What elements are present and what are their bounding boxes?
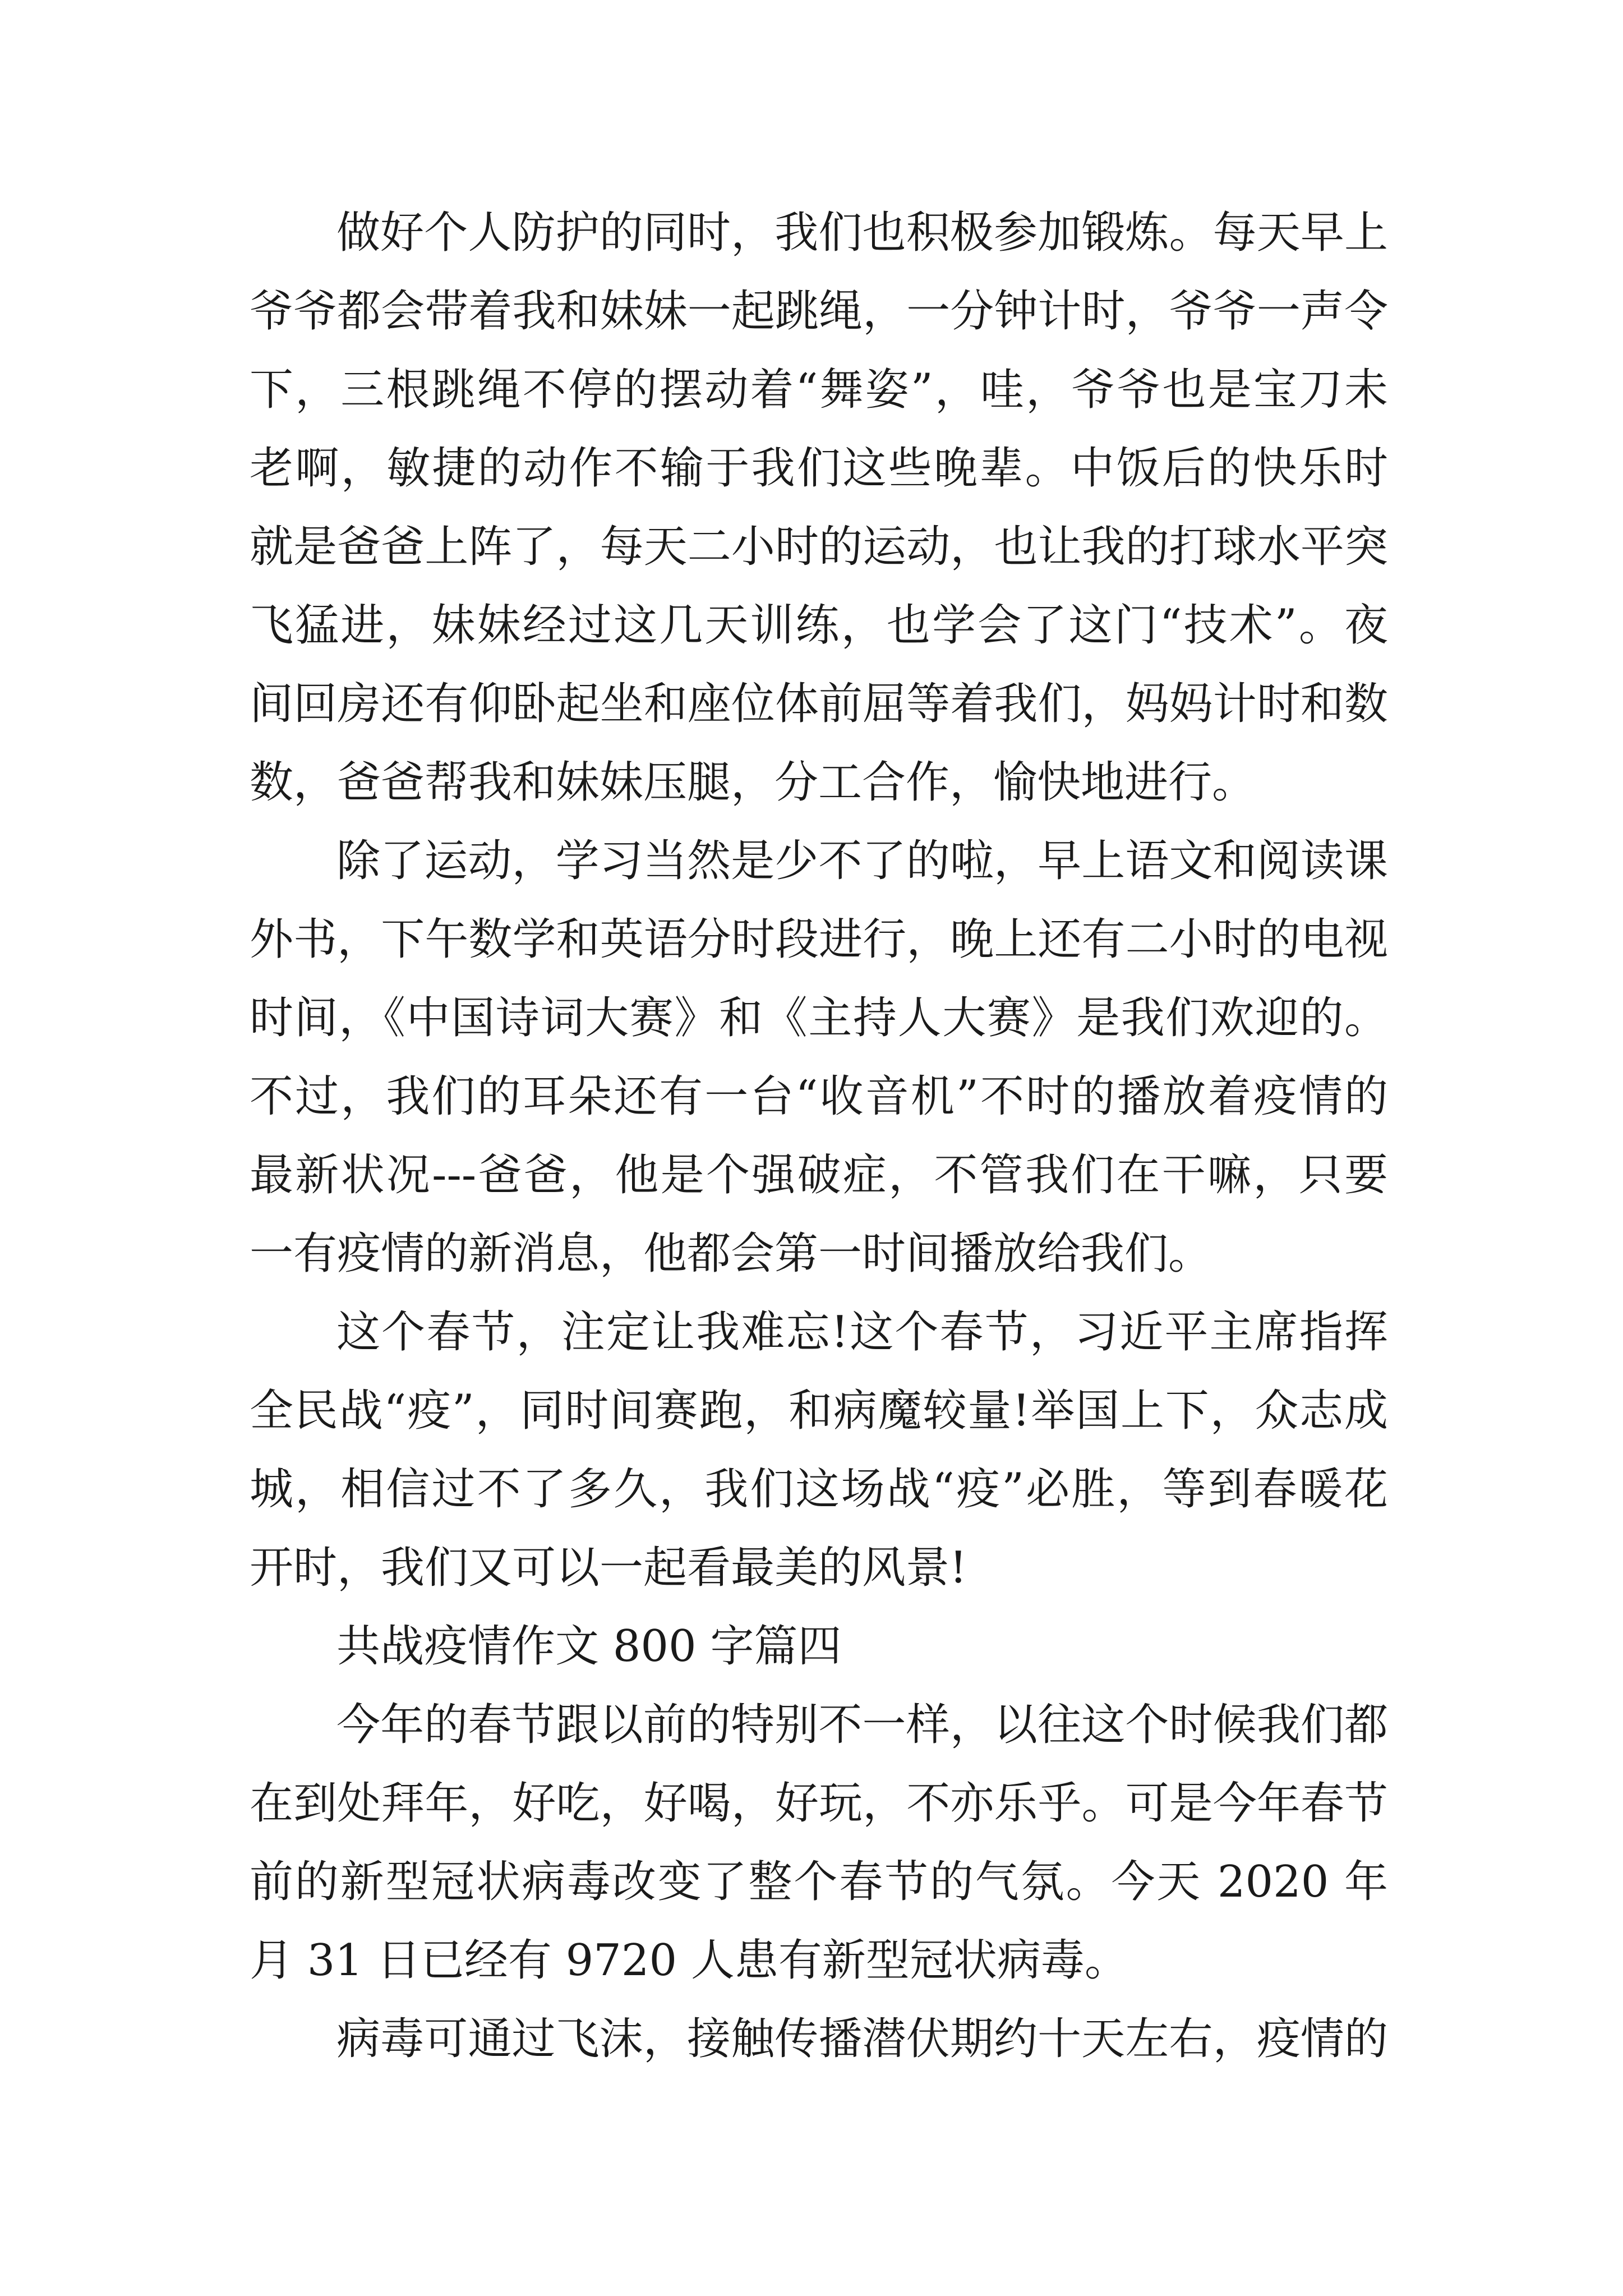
text-line: 老啊，敏捷的动作不输于我们这些晚辈。中饭后的快乐时 bbox=[250, 443, 1388, 494]
text-line: 全民战“疫”，同时间赛跑，和病魔较量!举国上下，众志成 bbox=[250, 1386, 1388, 1436]
text-line: 除了运动，学习当然是少不了的啦，早上语文和阅读课 bbox=[336, 836, 1388, 886]
text-line: 开时，我们又可以一起看最美的风景! bbox=[250, 1543, 967, 1593]
text-line: 下，三根跳绳不停的摆动着“舞姿”，哇，爷爷也是宝刀未 bbox=[250, 365, 1388, 415]
text-line: 在到处拜年，好吃，好喝，好玩，不亦乐乎。可是今年春节 bbox=[250, 1778, 1388, 1829]
text-line: 就是爸爸上阵了，每天二小时的运动，也让我的打球水平突 bbox=[250, 522, 1388, 572]
text-line: 病毒可通过飞沫，接触传播潜伏期约十天左右，疫情的 bbox=[336, 2014, 1388, 2064]
text-line: 外书，下午数学和英语分时段进行，晚上还有二小时的电视 bbox=[250, 914, 1388, 965]
text-line: 时间，《中国诗词大赛》和《主持人大赛》是我们欢迎的。 bbox=[250, 993, 1388, 1043]
text-line: 不过，我们的耳朵还有一台“收音机”不时的播放着疫情的 bbox=[250, 1071, 1388, 1122]
text-line: 月 31 日已经有 9720 人患有新型冠状病毒。 bbox=[250, 1935, 1128, 1986]
text-line: 这个春节，注定让我难忘!这个春节，习近平主席指挥 bbox=[336, 1307, 1388, 1358]
text-line: 最新状况---爸爸，他是个强破症，不管我们在干嘛，只要 bbox=[250, 1150, 1388, 1200]
text-line: 前的新型冠状病毒改变了整个春节的气氛。今天 2020 年 bbox=[250, 1857, 1388, 1907]
text-line: 做好个人防护的同时，我们也积极参加锻炼。每天早上 bbox=[336, 208, 1388, 258]
section-heading: 共战疫情作文 800 字篇四 bbox=[336, 1621, 842, 1672]
text-line: 城，相信过不了多久，我们这场战“疫”必胜，等到春暖花 bbox=[250, 1464, 1388, 1515]
text-line: 今年的春节跟以前的特别不一样，以往这个时候我们都 bbox=[336, 1700, 1388, 1750]
text-line: 飞猛进，妹妹经过这几天训练，也学会了这门“技术”。夜 bbox=[250, 600, 1388, 651]
text-line: 数，爸爸帮我和妹妹压腿，分工合作，愉快地进行。 bbox=[250, 757, 1256, 808]
text-line: 间回房还有仰卧起坐和座位体前屈等着我们，妈妈计时和数 bbox=[250, 679, 1388, 729]
text-line: 爷爷都会带着我和妹妹一起跳绳，一分钟计时，爷爷一声令 bbox=[250, 286, 1388, 337]
text-line: 一有疫情的新消息，他都会第一时间播放给我们。 bbox=[250, 1228, 1212, 1279]
